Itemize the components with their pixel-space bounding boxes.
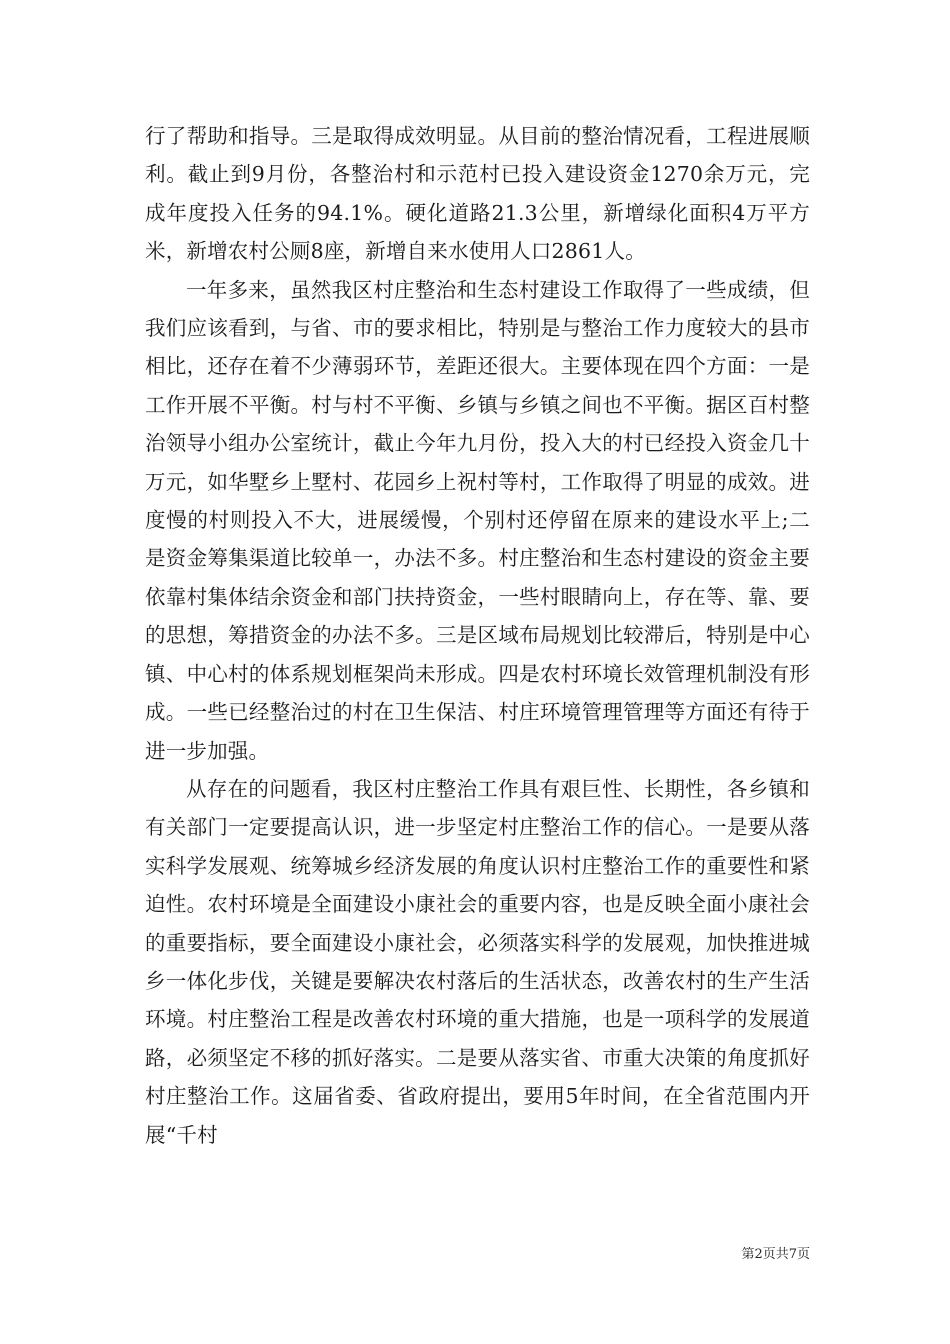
document-body — [145, 117, 810, 1154]
page-number-footer: 第2页共7页 — [741, 1247, 810, 1262]
paragraph-1: 行了帮助和指导。三是取得成效明显。从目前的整治情况看，工程进展顺利。截止到9月份，各整治村和示范村已投入建设资金1270余万元，完成年度投入任务的94.1%。硬化道路21.3公里，新增绿化面积4万平方米，新增农村公厕8座，新增自来水使用人口2861人。 — [145, 124, 810, 264]
paragraph-2: 一年多来，虽然我区村庄整治和生态村建设工作取得了一些成绩，但我们应该看到，与省、市的要求相比，特别是与整治工作力度较大的县市相比，还存在着不少薄弱环节，差距还很大。主要体现在四个方面：一是工作开展不平衡。村与村不平衡、乡镇与乡镇之间也不平衡。据区百村整治领导小组办公室统计，截止今年九月份，投入大的村已经投入资金几十万元，如华墅乡上墅村、花园乡上祝村等村，工作取得了明显的成效。进度慢的村则投入不大，进展缓慢，个别村还停留在原来的建设水平上;二是资金筹集渠道比较单一，办法不多。村庄整治和生态村建设的资金主要依靠村集体结余资金和部门扶持资金，一些村眼睛向上，存在等、靠、要的思想，筹措资金的办法不多。三是区域布局规划比较滞后，特别是中心镇、中心村的体系规划框架尚未形成。四是农村环境长效管理机制没有形成。一些已经整治过的村在卫生保洁、村庄环境管理管理等方面还有待于进一步加强。 — [145, 277, 810, 763]
paragraph-3: 从存在的问题看，我区村庄整治工作具有艰巨性、长期性，各乡镇和有关部门一定要提高认识，进一步坚定村庄整治工作的信心。一是要从落实科学发展观、统筹城乡经济发展的角度认识村庄整治工作的重要性和紧迫性。农村环境是全面建设小康社会的重要内容，也是反映全面小康社会的重要指标，要全面建设小康社会，必须落实科学的发展观，加快推进城乡一体化步伐，关键是要解决农村落后的生活状态，改善农村的生产生活环境。村庄整治工程是改善农村环境的重大措施，也是一项科学的发展道路，必须坚定不移的抓好落实。二是要从落实省、市重大决策的角度抓好村庄整治工作。这届省委、省政府提出，要用5年时间，在全省范围内开展“千村 — [145, 776, 810, 1147]
